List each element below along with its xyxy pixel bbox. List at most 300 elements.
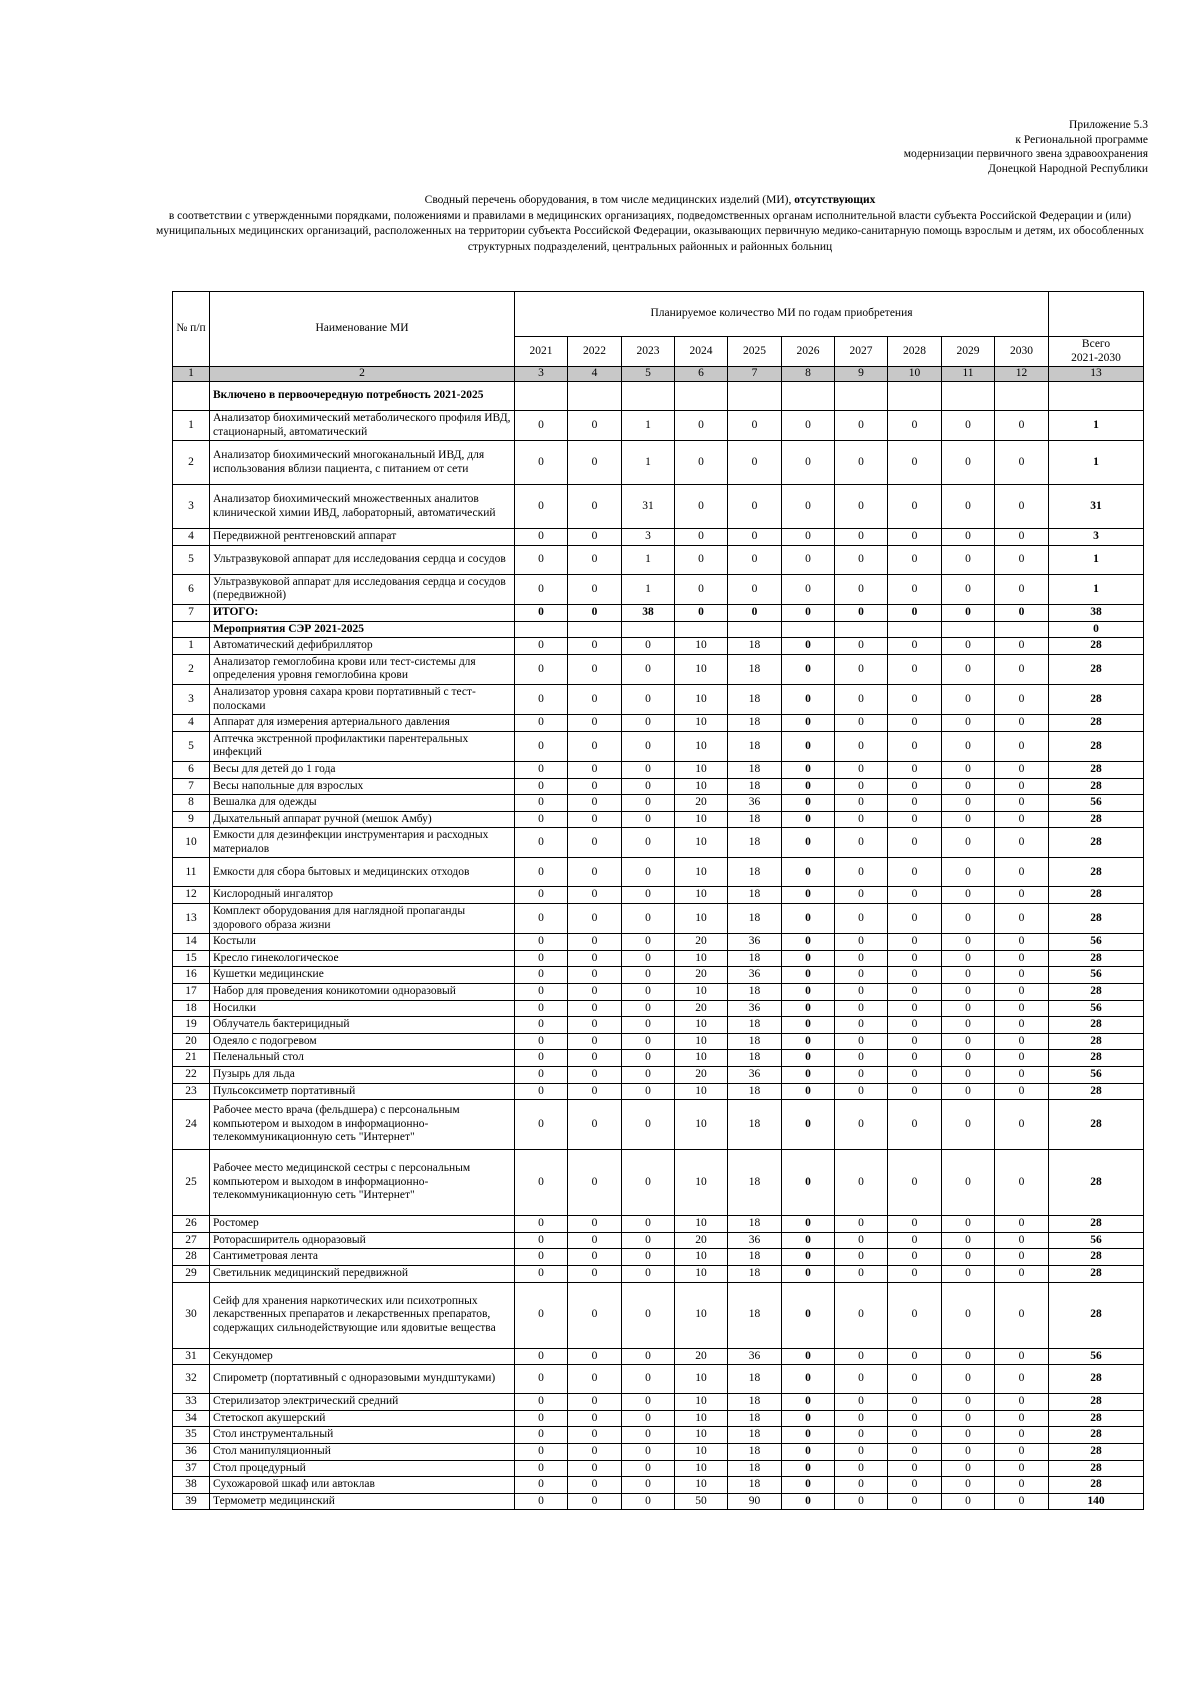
year-quantity: 0 <box>622 1000 675 1017</box>
item-name: Анализатор уровня сахара крови портативный с тест-полосками <box>210 684 515 714</box>
year-quantity: 18 <box>728 684 782 714</box>
year-quantity: 0 <box>568 604 622 621</box>
item-name: Емкости для сбора бытовых и медицинских отходов <box>210 858 515 887</box>
year-quantity: 10 <box>675 1150 728 1216</box>
year-quantity: 0 <box>835 715 888 732</box>
year-quantity: 0 <box>622 1067 675 1084</box>
year-quantity: 0 <box>942 411 995 441</box>
year-quantity: 0 <box>942 1460 995 1477</box>
year-quantity: 10 <box>675 715 728 732</box>
row-number <box>173 382 210 411</box>
row-number: 5 <box>173 731 210 761</box>
year-quantity: 0 <box>995 1216 1049 1233</box>
year-quantity: 0 <box>942 904 995 934</box>
item-name: Кресло гинекологическое <box>210 950 515 967</box>
column-number: 10 <box>888 367 942 382</box>
year-quantity: 0 <box>622 1216 675 1233</box>
year-quantity: 10 <box>675 1017 728 1034</box>
year-quantity: 0 <box>622 967 675 984</box>
row-number: 21 <box>173 1050 210 1067</box>
table-row <box>173 1017 1144 1034</box>
header-year: 2029 <box>942 337 995 367</box>
year-quantity: 0 <box>675 529 728 546</box>
total-quantity: 28 <box>1049 1050 1144 1067</box>
year-quantity: 0 <box>995 411 1049 441</box>
year-quantity: 0 <box>782 1216 835 1233</box>
item-name: Секундомер <box>210 1348 515 1365</box>
year-quantity: 0 <box>942 1282 995 1348</box>
item-name: Стол процедурный <box>210 1460 515 1477</box>
year-quantity: 0 <box>515 485 568 529</box>
year-quantity: 20 <box>675 795 728 812</box>
year-quantity: 0 <box>728 529 782 546</box>
item-name: Носилки <box>210 1000 515 1017</box>
year-quantity: 0 <box>568 1000 622 1017</box>
year-quantity: 0 <box>515 604 568 621</box>
year-quantity: 0 <box>568 1083 622 1100</box>
year-quantity: 0 <box>888 795 942 812</box>
year-quantity: 0 <box>888 904 942 934</box>
year-quantity: 18 <box>728 1477 782 1494</box>
year-quantity: 0 <box>835 545 888 574</box>
year-quantity: 0 <box>568 1017 622 1034</box>
year-quantity: 0 <box>995 887 1049 904</box>
year-quantity <box>782 382 835 411</box>
year-quantity: 0 <box>835 1427 888 1444</box>
item-name: Рабочее место врача (фельдшера) с персональным компьютером и выходом в информационно-телекоммуникационную сеть "Интернет" <box>210 1100 515 1150</box>
year-quantity: 0 <box>888 654 942 684</box>
year-quantity: 0 <box>622 1348 675 1365</box>
year-quantity: 0 <box>675 441 728 485</box>
year-quantity: 0 <box>888 858 942 887</box>
year-quantity: 0 <box>835 761 888 778</box>
column-number: 3 <box>515 367 568 382</box>
year-quantity: 0 <box>782 1365 835 1394</box>
year-quantity <box>728 382 782 411</box>
year-quantity <box>622 621 675 638</box>
year-quantity: 0 <box>888 1460 942 1477</box>
year-quantity: 0 <box>568 1348 622 1365</box>
item-name: Пульсоксиметр портативный <box>210 1083 515 1100</box>
column-number: 13 <box>1049 367 1144 382</box>
year-quantity <box>675 382 728 411</box>
year-quantity: 0 <box>995 1249 1049 1266</box>
year-quantity: 0 <box>782 574 835 604</box>
year-quantity: 0 <box>942 1033 995 1050</box>
year-quantity: 0 <box>888 715 942 732</box>
table-row <box>173 1100 1144 1150</box>
year-quantity: 0 <box>782 761 835 778</box>
year-quantity: 0 <box>835 1394 888 1411</box>
table-row <box>173 1083 1144 1100</box>
year-quantity: 18 <box>728 1460 782 1477</box>
year-quantity: 10 <box>675 1249 728 1266</box>
year-quantity: 0 <box>888 545 942 574</box>
total-quantity: 31 <box>1049 485 1144 529</box>
total-quantity: 28 <box>1049 1249 1144 1266</box>
column-number: 9 <box>835 367 888 382</box>
year-quantity: 0 <box>888 1265 942 1282</box>
year-quantity: 0 <box>835 1083 888 1100</box>
year-quantity: 0 <box>515 1150 568 1216</box>
year-quantity: 0 <box>942 1216 995 1233</box>
section-row <box>173 621 1144 638</box>
total-quantity: 28 <box>1049 638 1144 655</box>
total-quantity: 56 <box>1049 967 1144 984</box>
year-quantity: 0 <box>888 811 942 828</box>
year-quantity: 38 <box>622 604 675 621</box>
year-quantity: 0 <box>782 1150 835 1216</box>
row-number: 29 <box>173 1265 210 1282</box>
total-quantity: 28 <box>1049 904 1144 934</box>
year-quantity: 18 <box>728 887 782 904</box>
year-quantity: 0 <box>622 1394 675 1411</box>
total-quantity: 28 <box>1049 1265 1144 1282</box>
year-quantity: 10 <box>675 1265 728 1282</box>
year-quantity: 0 <box>888 604 942 621</box>
table-row <box>173 1282 1144 1348</box>
year-quantity: 0 <box>888 828 942 858</box>
table-row <box>173 545 1144 574</box>
year-quantity: 0 <box>835 934 888 951</box>
year-quantity: 0 <box>942 811 995 828</box>
year-quantity: 0 <box>568 1033 622 1050</box>
year-quantity: 0 <box>622 1443 675 1460</box>
year-quantity <box>942 621 995 638</box>
year-quantity: 0 <box>942 950 995 967</box>
year-quantity: 0 <box>995 1443 1049 1460</box>
year-quantity: 0 <box>782 1232 835 1249</box>
year-quantity: 0 <box>568 904 622 934</box>
table-row <box>173 1150 1144 1216</box>
item-name: Роторасширитель одноразовый <box>210 1232 515 1249</box>
year-quantity: 0 <box>622 1050 675 1067</box>
year-quantity: 10 <box>675 1410 728 1427</box>
header-total <box>1049 337 1144 367</box>
year-quantity: 0 <box>515 1443 568 1460</box>
table-row <box>173 638 1144 655</box>
year-quantity: 0 <box>782 795 835 812</box>
year-quantity: 0 <box>622 858 675 887</box>
year-quantity: 0 <box>835 1232 888 1249</box>
year-quantity: 0 <box>622 904 675 934</box>
year-quantity: 0 <box>568 887 622 904</box>
table-row <box>173 887 1144 904</box>
year-quantity: 0 <box>888 967 942 984</box>
year-quantity: 0 <box>888 1348 942 1365</box>
header-total-range: 2021-2030 <box>1071 351 1121 364</box>
total-quantity: 28 <box>1049 731 1144 761</box>
year-quantity: 0 <box>995 1365 1049 1394</box>
table-row <box>173 1050 1144 1067</box>
year-quantity: 0 <box>835 967 888 984</box>
year-quantity: 0 <box>568 1216 622 1233</box>
row-number: 20 <box>173 1033 210 1050</box>
year-quantity: 0 <box>728 545 782 574</box>
year-quantity <box>568 621 622 638</box>
year-quantity <box>835 382 888 411</box>
row-number: 2 <box>173 441 210 485</box>
total-quantity: 28 <box>1049 761 1144 778</box>
year-quantity: 0 <box>515 1216 568 1233</box>
year-quantity: 0 <box>942 1443 995 1460</box>
year-quantity: 0 <box>622 638 675 655</box>
year-quantity: 0 <box>995 1067 1049 1084</box>
item-name: Анализатор биохимический метаболического профиля ИВД, стационарный, автоматический <box>210 411 515 441</box>
row-number: 24 <box>173 1100 210 1150</box>
year-quantity: 0 <box>515 811 568 828</box>
year-quantity: 0 <box>515 1050 568 1067</box>
year-quantity: 0 <box>568 828 622 858</box>
total-quantity: 28 <box>1049 811 1144 828</box>
year-quantity: 18 <box>728 1017 782 1034</box>
year-quantity: 0 <box>622 1365 675 1394</box>
year-quantity: 0 <box>888 887 942 904</box>
total-quantity: 28 <box>1049 1394 1144 1411</box>
year-quantity: 0 <box>675 485 728 529</box>
year-quantity: 0 <box>782 715 835 732</box>
year-quantity: 18 <box>728 1410 782 1427</box>
year-quantity: 0 <box>622 1232 675 1249</box>
year-quantity: 0 <box>515 731 568 761</box>
year-quantity: 10 <box>675 1216 728 1233</box>
year-quantity: 0 <box>568 731 622 761</box>
year-quantity: 18 <box>728 654 782 684</box>
year-quantity: 36 <box>728 967 782 984</box>
table-row <box>173 904 1144 934</box>
year-quantity: 0 <box>782 1282 835 1348</box>
total-quantity: 28 <box>1049 1216 1144 1233</box>
row-number: 27 <box>173 1232 210 1249</box>
year-quantity: 0 <box>728 574 782 604</box>
year-quantity: 0 <box>835 574 888 604</box>
year-quantity: 0 <box>782 1493 835 1510</box>
year-quantity: 0 <box>888 684 942 714</box>
year-quantity: 10 <box>675 1460 728 1477</box>
table-row <box>173 529 1144 546</box>
year-quantity: 20 <box>675 1232 728 1249</box>
year-quantity: 0 <box>568 638 622 655</box>
year-quantity: 0 <box>888 529 942 546</box>
year-quantity: 0 <box>942 574 995 604</box>
total-quantity: 56 <box>1049 1067 1144 1084</box>
item-name: Аппарат для измерения артериального давления <box>210 715 515 732</box>
year-quantity: 0 <box>782 1050 835 1067</box>
year-quantity: 36 <box>728 934 782 951</box>
year-quantity: 0 <box>835 1067 888 1084</box>
year-quantity: 0 <box>568 1493 622 1510</box>
table-body <box>173 367 1144 1510</box>
total-quantity: 28 <box>1049 1017 1144 1034</box>
year-quantity: 0 <box>995 654 1049 684</box>
row-number: 15 <box>173 950 210 967</box>
row-number: 1 <box>173 638 210 655</box>
total-quantity: 28 <box>1049 1427 1144 1444</box>
total-quantity: 28 <box>1049 984 1144 1001</box>
year-quantity: 0 <box>942 1083 995 1100</box>
year-quantity: 18 <box>728 731 782 761</box>
year-quantity: 18 <box>728 1249 782 1266</box>
total-quantity: 28 <box>1049 858 1144 887</box>
item-name: Пеленальный стол <box>210 1050 515 1067</box>
table-row <box>173 1493 1144 1510</box>
table-row <box>173 934 1144 951</box>
year-quantity: 0 <box>568 1249 622 1266</box>
table-row <box>173 1443 1144 1460</box>
year-quantity: 0 <box>942 1477 995 1494</box>
header-year: 2021 <box>515 337 568 367</box>
table-row <box>173 731 1144 761</box>
year-quantity: 0 <box>835 795 888 812</box>
year-quantity: 18 <box>728 1265 782 1282</box>
year-quantity: 0 <box>782 904 835 934</box>
year-quantity: 10 <box>675 1100 728 1150</box>
year-quantity: 0 <box>995 811 1049 828</box>
year-quantity: 0 <box>835 778 888 795</box>
row-number: 30 <box>173 1282 210 1348</box>
column-number: 5 <box>622 367 675 382</box>
year-quantity: 0 <box>942 1249 995 1266</box>
year-quantity: 0 <box>835 811 888 828</box>
year-quantity: 0 <box>782 654 835 684</box>
row-number: 3 <box>173 684 210 714</box>
table-row <box>173 1365 1144 1394</box>
year-quantity: 0 <box>995 858 1049 887</box>
year-quantity: 0 <box>622 778 675 795</box>
year-quantity: 0 <box>782 1477 835 1494</box>
year-quantity: 10 <box>675 654 728 684</box>
year-quantity: 0 <box>568 795 622 812</box>
header-year: 2028 <box>888 337 942 367</box>
year-quantity: 0 <box>835 1017 888 1034</box>
year-quantity: 0 <box>835 529 888 546</box>
equipment-table <box>172 291 1144 1510</box>
year-quantity: 0 <box>942 828 995 858</box>
year-quantity: 0 <box>568 950 622 967</box>
year-quantity: 0 <box>782 1348 835 1365</box>
year-quantity: 0 <box>835 904 888 934</box>
appendix-line: к Региональной программе <box>1015 133 1148 146</box>
year-quantity: 0 <box>888 1050 942 1067</box>
year-quantity: 18 <box>728 1083 782 1100</box>
total-quantity: 28 <box>1049 654 1144 684</box>
total-quantity: 28 <box>1049 1100 1144 1150</box>
year-quantity: 0 <box>995 529 1049 546</box>
year-quantity: 0 <box>942 1365 995 1394</box>
total-quantity: 28 <box>1049 828 1144 858</box>
total-quantity: 28 <box>1049 1033 1144 1050</box>
year-quantity: 18 <box>728 638 782 655</box>
year-quantity: 0 <box>568 715 622 732</box>
total-quantity: 1 <box>1049 441 1144 485</box>
year-quantity: 0 <box>568 811 622 828</box>
year-quantity: 0 <box>728 485 782 529</box>
year-quantity: 0 <box>622 934 675 951</box>
column-number: 11 <box>942 367 995 382</box>
year-quantity: 0 <box>782 967 835 984</box>
year-quantity: 0 <box>782 1443 835 1460</box>
year-quantity: 0 <box>675 604 728 621</box>
year-quantity: 18 <box>728 715 782 732</box>
year-quantity: 0 <box>782 411 835 441</box>
year-quantity <box>835 621 888 638</box>
table-row <box>173 684 1144 714</box>
header-year: 2022 <box>568 337 622 367</box>
year-quantity: 0 <box>835 1000 888 1017</box>
total-quantity: 28 <box>1049 887 1144 904</box>
year-quantity: 0 <box>515 795 568 812</box>
year-quantity: 0 <box>515 1477 568 1494</box>
year-quantity: 0 <box>782 1249 835 1266</box>
year-quantity: 1 <box>622 411 675 441</box>
year-quantity: 0 <box>782 778 835 795</box>
year-quantity: 0 <box>622 984 675 1001</box>
year-quantity: 0 <box>568 1067 622 1084</box>
row-number: 4 <box>173 529 210 546</box>
year-quantity: 0 <box>995 1100 1049 1150</box>
header-year: 2026 <box>782 337 835 367</box>
year-quantity: 0 <box>515 574 568 604</box>
row-number: 13 <box>173 904 210 934</box>
header-year: 2024 <box>675 337 728 367</box>
year-quantity: 0 <box>888 1216 942 1233</box>
item-name: Набор для проведения коникотомии одноразовый <box>210 984 515 1001</box>
year-quantity: 0 <box>995 1232 1049 1249</box>
year-quantity: 0 <box>835 1443 888 1460</box>
table-row <box>173 967 1144 984</box>
table-row <box>173 1460 1144 1477</box>
appendix-line: Приложение 5.3 <box>1069 119 1148 131</box>
year-quantity: 0 <box>782 887 835 904</box>
year-quantity: 0 <box>515 654 568 684</box>
year-quantity: 0 <box>942 1050 995 1067</box>
year-quantity: 0 <box>515 761 568 778</box>
year-quantity: 0 <box>515 1282 568 1348</box>
year-quantity: 18 <box>728 1394 782 1411</box>
year-quantity: 0 <box>835 1216 888 1233</box>
row-number: 17 <box>173 984 210 1001</box>
year-quantity: 0 <box>942 1348 995 1365</box>
year-quantity: 0 <box>515 684 568 714</box>
row-number: 34 <box>173 1410 210 1427</box>
item-name: Кушетки медицинские <box>210 967 515 984</box>
item-name: Включено в первоочередную потребность 2021-2025 <box>210 382 515 411</box>
year-quantity: 0 <box>568 1460 622 1477</box>
year-quantity: 0 <box>995 934 1049 951</box>
year-quantity: 0 <box>568 1282 622 1348</box>
total-quantity: 28 <box>1049 1410 1144 1427</box>
year-quantity: 0 <box>942 1410 995 1427</box>
year-quantity: 0 <box>568 545 622 574</box>
header-name: Наименование МИ <box>210 292 515 367</box>
year-quantity: 0 <box>888 1000 942 1017</box>
row-number: 31 <box>173 1348 210 1365</box>
year-quantity: 0 <box>888 934 942 951</box>
year-quantity: 18 <box>728 828 782 858</box>
year-quantity: 0 <box>622 1249 675 1266</box>
year-quantity: 18 <box>728 778 782 795</box>
year-quantity: 10 <box>675 858 728 887</box>
year-quantity: 18 <box>728 858 782 887</box>
total-quantity: 28 <box>1049 1083 1144 1100</box>
year-quantity: 0 <box>888 1427 942 1444</box>
year-quantity: 0 <box>835 411 888 441</box>
year-quantity: 0 <box>782 684 835 714</box>
year-quantity: 0 <box>942 1394 995 1411</box>
year-quantity: 0 <box>568 574 622 604</box>
year-quantity: 0 <box>888 1443 942 1460</box>
year-quantity: 0 <box>942 684 995 714</box>
